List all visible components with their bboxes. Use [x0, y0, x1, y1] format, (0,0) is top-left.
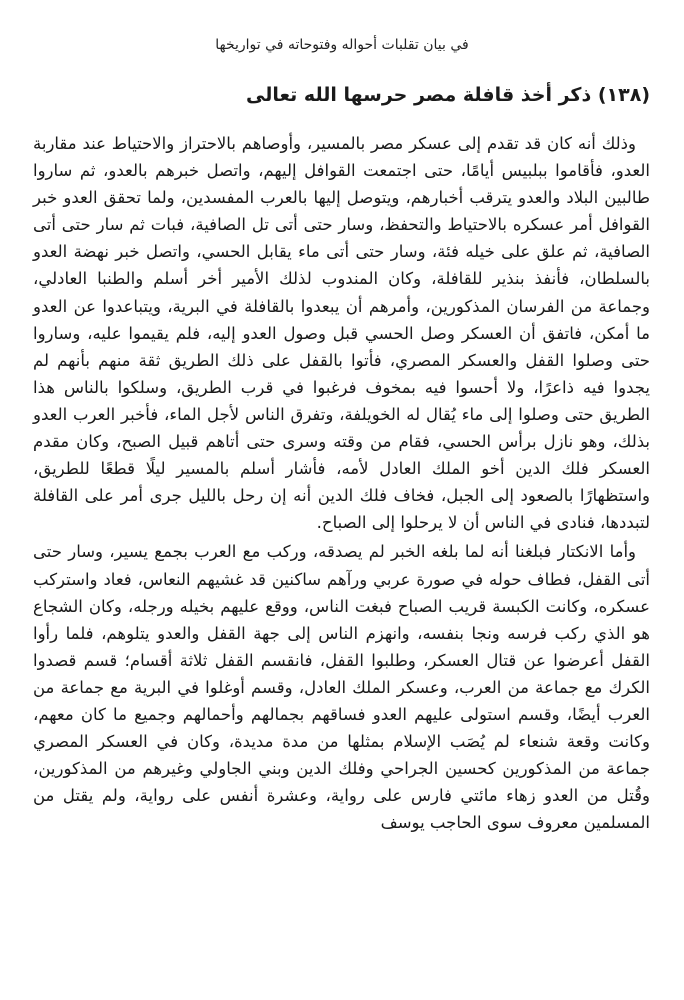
running-header: في بيان تقلبات أحواله وفتوحاته في تواريخها: [215, 37, 469, 53]
body-text: [33, 130, 650, 836]
section-heading: (١٣٨) ذكر أخذ قافلة مصر حرسها الله تعالى: [245, 84, 650, 106]
paragraph-1: وذلك أنه كان قد تقدم إلى عسكر مصر بالمسير، وأوصاهم بالاحتراز والاحتياط عند مقاربة العدو، فأقاموا ببلبيس أيامًا، حتى اجتمعت القوافل إليهم، واتصل خبرهم بالعدو، ثم ساروا طالبين البلاد والعدو يترقب أخبارهم، ويتوصل إليها بالعرب المفسدين، ولما تحقق العدو خبر القوافل أمر عسكره بالاحتياط والتحفظ، وسار حتى أتى تل الصافية، فبات ثم سار حتى أتى الصافية، ثم علق على خيله فئة، وسار حتى أتى ماء يقابل الحسي، واتصل خبر نهضة العدو بالسلطان، فأنفذ بنذير للقافلة، وكان المندوب لذلك الأمير أخر أسلم والطنبا العادلي، وجماعة من الفرسان المذكورين، وأمرهم أن يبعدوا بالقافلة في البرية، ويتباعدوا عن العدو ما أمكن، فاتفق أن العسكر وصل الحسي قبل وصول العدو إليه، فلم يقيموا عليه، وساروا حتى وصلوا القفل والعسكر المصري، فأتوا بالقفل على ذلك الطريق ثقة منهم بأنهم لم يجدوا فيه ذاعرًا، ولا أحسوا فيه بمخوف فرغبوا في قرب الطريق، وسلكوا بالناس هذا الطريق حتى وصلوا إلى ماء يُقال له الخويلفة، وتفرق الناس لأجل الماء، فأخبر العرب العدو بذلك، وهو نازل برأس الحسي، فقام من وقته وسرى حتى أتاهم قبيل الصبح، وكان مقدم العسكر فلك الدين أخو الملك العادل لأمه، فأشار أسلم بالمسير ليلًا قطعًا للطريق، واستظهارًا بالصعود إلى الجبل، فخاف فلك الدين أنه إن رحل بالليل جرى أمر على القافلة لتبددها، فنادى في الناس أن لا يرحلوا إلى الصباح.: [33, 134, 650, 533]
paragraph-2: وأما الانكتار فبلغنا أنه لما بلغه الخبر لم يصدقه، وركب مع العرب بجمع يسير، وسار حتى أتى القفل، فطاف حوله في صورة عربي ورآهم ساكنين قد غشيهم النعاس، فعاد واستركب عسكره، وكانت الكبسة قريب الصباح فبغت الناس، ووقع عليهم بخيله ورجله، وكان الشجاع هو الذي ركب فرسه ونجا بنفسه، وانهزم الناس إلى جهة القفل والعدو يتلوهم، فلما رأوا القفل أعرضوا عن قتال العسكر، وطلبوا القفل، فانقسم القفل ثلاثة أقسام؛ قسم قصدوا الكرك مع جماعة من العرب، وعسكر الملك العادل، وقسم أوغلوا في البرية مع جماعة من العرب أيضًا، وقسم استولى عليهم العدو فساقهم بجمالهم وأحمالهم وجميع ما كان معهم، وكانت وقعة شنعاء لم يُصَب الإسلام بمثلها من مدة مديدة، وكان في العسكر المصري جماعة من المذكورين كحسين الجراحي وفلك الدين وبني الجاولي وغيرهم من المذكورين، وقُتل من العدو زهاء مائتي فارس على رواية، وعشرة أنفس على رواية، ولم يقتل من المسلمين معروف سوى الحاجب يوسف: [33, 542, 650, 833]
